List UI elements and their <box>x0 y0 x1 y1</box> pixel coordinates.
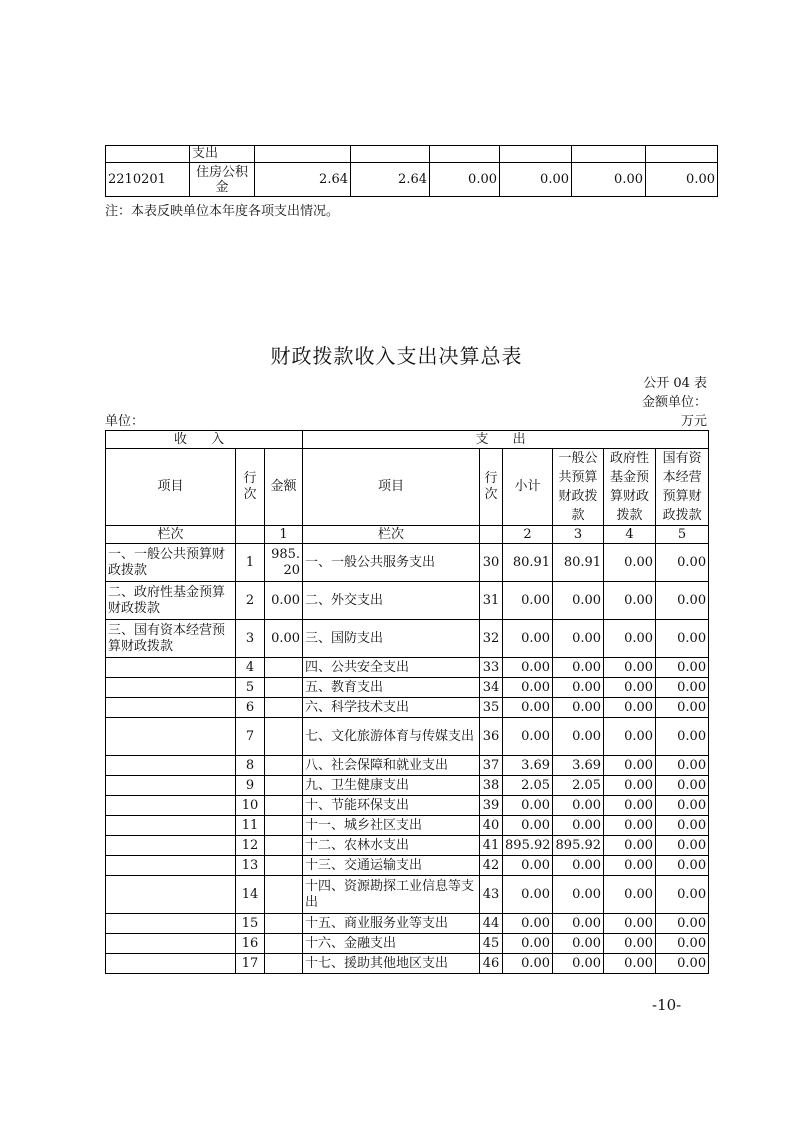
subtotal-value: 0.00 <box>503 856 553 876</box>
subtotal-value: 0.00 <box>503 876 553 914</box>
income-amount <box>265 718 303 756</box>
general-budget-value: 0.00 <box>553 678 604 698</box>
income-item <box>106 934 236 954</box>
subtotal-value: 0.00 <box>503 954 553 974</box>
expense-item: 八、社会保障和就业支出 <box>303 756 480 776</box>
expense-line-no: 30 <box>480 544 503 582</box>
subtotal-value: 0.00 <box>503 658 553 678</box>
income-line-no: 15 <box>236 914 265 934</box>
amount-unit-label: 金额单位： <box>641 395 707 410</box>
income-amount <box>265 954 303 974</box>
subtotal-value: 80.91 <box>503 544 553 582</box>
fund-budget-value: 0.00 <box>604 620 656 658</box>
expense-line-no: 33 <box>480 658 503 678</box>
prev-value: 0.00 <box>572 163 646 197</box>
prev-code: 2210201 <box>106 163 190 197</box>
form-number: 公开 04 表 <box>643 376 707 391</box>
table-row <box>106 698 709 718</box>
general-budget-value: 0.00 <box>553 796 604 816</box>
expense-item: 六、科学技术支出 <box>303 698 480 718</box>
income-amount <box>265 756 303 776</box>
prev-cell <box>572 146 646 163</box>
expense-item: 五、教育支出 <box>303 678 480 698</box>
income-line-no: 4 <box>236 658 265 678</box>
state-capital-value: 0.00 <box>656 836 709 856</box>
main-table <box>105 430 709 974</box>
general-budget-header: 一般公共预算财政拨款 <box>553 449 604 526</box>
income-amount <box>265 678 303 698</box>
income-amount: 0.00 <box>265 582 303 620</box>
state-capital-value: 0.00 <box>656 954 709 974</box>
expense-item: 十、节能环保支出 <box>303 796 480 816</box>
fund-budget-value: 0.00 <box>604 836 656 856</box>
income-line-no: 9 <box>236 776 265 796</box>
income-amount: 985.20 <box>265 544 303 582</box>
expense-line-no: 43 <box>480 876 503 914</box>
expense-line-no: 41 <box>480 836 503 856</box>
prev-cell: 支出 <box>190 146 255 163</box>
subtotal-value: 0.00 <box>503 582 553 620</box>
subtotal-value: 895.92 <box>503 836 553 856</box>
fund-budget-value: 0.00 <box>604 876 656 914</box>
state-capital-value: 0.00 <box>656 678 709 698</box>
table-row <box>106 914 709 934</box>
table-row <box>106 658 709 678</box>
state-capital-value: 0.00 <box>656 698 709 718</box>
subtotal-value: 3.69 <box>503 756 553 776</box>
prev-name: 住房公积金 <box>190 163 255 197</box>
table-row <box>106 836 709 856</box>
state-capital-value: 0.00 <box>656 756 709 776</box>
income-amount <box>265 876 303 914</box>
expense-item: 十六、金融支出 <box>303 934 480 954</box>
income-line-no: 11 <box>236 816 265 836</box>
income-line-no: 13 <box>236 856 265 876</box>
subtotal-value: 0.00 <box>503 718 553 756</box>
expense-line-no: 40 <box>480 816 503 836</box>
fund-budget-value: 0.00 <box>604 658 656 678</box>
general-budget-value: 2.05 <box>553 776 604 796</box>
state-capital-value: 0.00 <box>656 582 709 620</box>
income-line-no: 5 <box>236 678 265 698</box>
page-number: -10- <box>652 996 682 1014</box>
expense-item: 二、外交支出 <box>303 582 480 620</box>
expense-line-no: 39 <box>480 796 503 816</box>
income-item: 一、一般公共预算财政拨款 <box>106 544 236 582</box>
state-capital-value: 0.00 <box>656 796 709 816</box>
general-budget-value: 895.92 <box>553 836 604 856</box>
table-row <box>106 934 709 954</box>
income-item <box>106 776 236 796</box>
expense-item: 三、国防支出 <box>303 620 480 658</box>
col-number <box>480 526 503 544</box>
subtotal-value: 0.00 <box>503 796 553 816</box>
prev-cell <box>500 146 572 163</box>
income-item <box>106 678 236 698</box>
state-capital-value: 0.00 <box>656 876 709 914</box>
table-row <box>106 544 709 582</box>
income-amount <box>265 856 303 876</box>
income-line-header: 行次 <box>236 449 265 526</box>
income-amount <box>265 776 303 796</box>
fund-budget-value: 0.00 <box>604 698 656 718</box>
income-item: 三、国有资本经营预算财政拨款 <box>106 620 236 658</box>
subtotal-value: 0.00 <box>503 678 553 698</box>
state-capital-value: 0.00 <box>656 856 709 876</box>
expense-line-no: 32 <box>480 620 503 658</box>
table-row <box>106 796 709 816</box>
fund-budget-value: 0.00 <box>604 544 656 582</box>
fund-budget-value: 0.00 <box>604 954 656 974</box>
income-line-no: 7 <box>236 718 265 756</box>
col-label: 栏次 <box>106 526 236 544</box>
income-line-no: 16 <box>236 934 265 954</box>
fund-budget-value: 0.00 <box>604 856 656 876</box>
income-header: 收 入 <box>106 431 303 449</box>
table-row <box>106 620 709 658</box>
header-row <box>106 449 709 526</box>
col-label: 栏次 <box>303 526 480 544</box>
prev-cell <box>351 146 430 163</box>
general-budget-value: 0.00 <box>553 914 604 934</box>
expense-item-header: 项目 <box>303 449 480 526</box>
income-line-no: 8 <box>236 756 265 776</box>
state-capital-value: 0.00 <box>656 658 709 678</box>
table-note: 注：本表反映单位本年度各项支出情况。 <box>105 204 340 219</box>
income-amount <box>265 934 303 954</box>
expense-item: 十五、商业服务业等支出 <box>303 914 480 934</box>
income-item <box>106 836 236 856</box>
subtotal-header: 小计 <box>503 449 553 526</box>
income-item <box>106 658 236 678</box>
expense-line-no: 35 <box>480 698 503 718</box>
expense-line-no: 36 <box>480 718 503 756</box>
fund-budget-value: 0.00 <box>604 934 656 954</box>
expense-line-no: 44 <box>480 914 503 934</box>
income-amount <box>265 816 303 836</box>
prev-cell <box>430 146 500 163</box>
income-item <box>106 796 236 816</box>
general-budget-value: 0.00 <box>553 698 604 718</box>
general-budget-value: 0.00 <box>553 816 604 836</box>
income-item <box>106 816 236 836</box>
income-amount <box>265 658 303 678</box>
header-group-row <box>106 431 709 449</box>
col-number <box>236 526 265 544</box>
expense-line-no: 38 <box>480 776 503 796</box>
expense-item: 一、一般公共服务支出 <box>303 544 480 582</box>
prev-value: 0.00 <box>646 163 718 197</box>
prev-value: 0.00 <box>500 163 572 197</box>
prev-table-fragment <box>105 145 718 197</box>
general-budget-value: 0.00 <box>553 658 604 678</box>
subtotal-value: 0.00 <box>503 620 553 658</box>
income-amount <box>265 698 303 718</box>
column-number-row <box>106 526 709 544</box>
expense-item: 四、公共安全支出 <box>303 658 480 678</box>
prev-cell <box>646 146 718 163</box>
table-row <box>106 776 709 796</box>
prev-cell <box>106 146 190 163</box>
income-amount: 0.00 <box>265 620 303 658</box>
subtotal-value: 2.05 <box>503 776 553 796</box>
income-item <box>106 876 236 914</box>
amount-unit-value: 万元 <box>680 414 707 429</box>
expense-item: 九、卫生健康支出 <box>303 776 480 796</box>
subtotal-value: 0.00 <box>503 816 553 836</box>
table-row <box>106 816 709 836</box>
state-capital-header: 国有资本经营预算财政拨款 <box>656 449 709 526</box>
fund-budget-value: 0.00 <box>604 776 656 796</box>
prev-cell <box>255 146 351 163</box>
state-capital-value: 0.00 <box>656 914 709 934</box>
col-number: 3 <box>553 526 604 544</box>
expense-line-no: 46 <box>480 954 503 974</box>
income-item <box>106 756 236 776</box>
col-number: 1 <box>265 526 303 544</box>
income-line-no: 10 <box>236 796 265 816</box>
expense-item: 十三、交通运输支出 <box>303 856 480 876</box>
income-line-no: 12 <box>236 836 265 856</box>
income-line-no: 2 <box>236 582 265 620</box>
table-row <box>106 678 709 698</box>
fund-budget-value: 0.00 <box>604 678 656 698</box>
income-item <box>106 698 236 718</box>
table-row <box>106 582 709 620</box>
fund-budget-value: 0.00 <box>604 914 656 934</box>
general-budget-value: 3.69 <box>553 756 604 776</box>
unit-label: 单位： <box>105 414 145 429</box>
general-budget-value: 0.00 <box>553 954 604 974</box>
table-row <box>106 856 709 876</box>
general-budget-value: 0.00 <box>553 718 604 756</box>
income-amount <box>265 914 303 934</box>
income-line-no: 14 <box>236 876 265 914</box>
expense-line-no: 37 <box>480 756 503 776</box>
table-row <box>106 756 709 776</box>
income-amount <box>265 836 303 856</box>
expense-line-no: 42 <box>480 856 503 876</box>
prev-value: 0.00 <box>430 163 500 197</box>
general-budget-value: 0.00 <box>553 856 604 876</box>
income-item <box>106 718 236 756</box>
expense-item: 七、文化旅游体育与传媒支出 <box>303 718 480 756</box>
expense-header: 支 出 <box>303 431 709 449</box>
fund-budget-value: 0.00 <box>604 796 656 816</box>
general-budget-value: 80.91 <box>553 544 604 582</box>
subtotal-value: 0.00 <box>503 914 553 934</box>
fund-budget-value: 0.00 <box>604 582 656 620</box>
expense-item: 十四、资源勘探工业信息等支出 <box>303 876 480 914</box>
prev-value: 2.64 <box>255 163 351 197</box>
table-row <box>106 954 709 974</box>
fund-budget-header: 政府性基金预算财政拨款 <box>604 449 656 526</box>
col-number: 2 <box>503 526 553 544</box>
expense-item: 十二、农林水支出 <box>303 836 480 856</box>
state-capital-value: 0.00 <box>656 816 709 836</box>
page-title: 财政拨款收入支出决算总表 <box>270 344 523 368</box>
state-capital-value: 0.00 <box>656 620 709 658</box>
subtotal-value: 0.00 <box>503 698 553 718</box>
fund-budget-value: 0.00 <box>604 816 656 836</box>
general-budget-value: 0.00 <box>553 876 604 914</box>
income-item-header: 项目 <box>106 449 236 526</box>
state-capital-value: 0.00 <box>656 934 709 954</box>
state-capital-value: 0.00 <box>656 544 709 582</box>
expense-item: 十一、城乡社区支出 <box>303 816 480 836</box>
income-line-no: 6 <box>236 698 265 718</box>
income-line-no: 3 <box>236 620 265 658</box>
income-amount-header: 金额 <box>265 449 303 526</box>
prev-value: 2.64 <box>351 163 430 197</box>
income-item <box>106 914 236 934</box>
col-number: 4 <box>604 526 656 544</box>
general-budget-value: 0.00 <box>553 582 604 620</box>
expense-line-no: 31 <box>480 582 503 620</box>
expense-item: 十七、援助其他地区支出 <box>303 954 480 974</box>
expense-line-no: 45 <box>480 934 503 954</box>
general-budget-value: 0.00 <box>553 620 604 658</box>
income-line-no: 17 <box>236 954 265 974</box>
expense-line-no: 34 <box>480 678 503 698</box>
state-capital-value: 0.00 <box>656 776 709 796</box>
income-item <box>106 856 236 876</box>
subtotal-value: 0.00 <box>503 934 553 954</box>
expense-line-header: 行次 <box>480 449 503 526</box>
state-capital-value: 0.00 <box>656 718 709 756</box>
col-number: 5 <box>656 526 709 544</box>
income-line-no: 1 <box>236 544 265 582</box>
income-item <box>106 954 236 974</box>
income-item: 二、政府性基金预算财政拨款 <box>106 582 236 620</box>
fund-budget-value: 0.00 <box>604 718 656 756</box>
table-row <box>106 718 709 756</box>
income-amount <box>265 796 303 816</box>
table-row <box>106 876 709 914</box>
fund-budget-value: 0.00 <box>604 756 656 776</box>
general-budget-value: 0.00 <box>553 934 604 954</box>
